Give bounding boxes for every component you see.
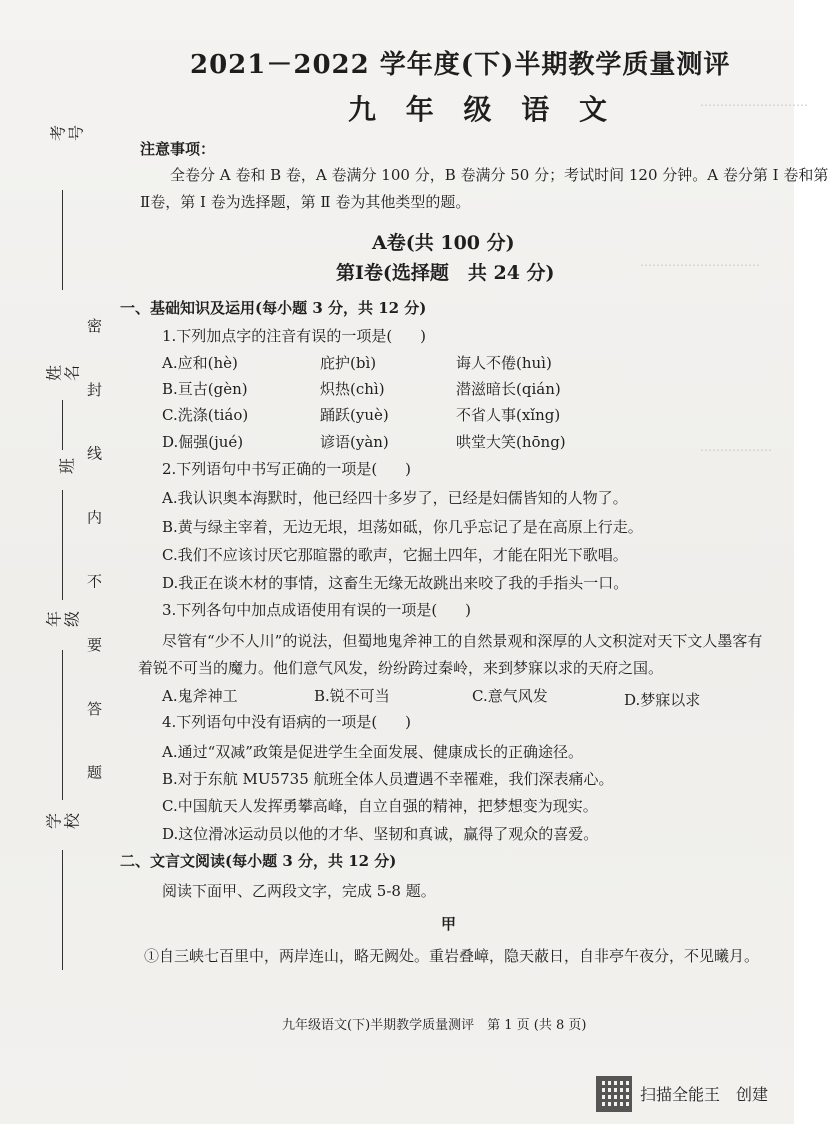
q4-option-a: A.通过“双减”政策是促进学生全面发展、健康成长的正确途径。 — [162, 743, 583, 761]
seal-line-text: 密 封 线 内 不 要 答 题 — [85, 318, 103, 802]
name-label: 姓名 — [45, 364, 82, 384]
q1-stem: 1.下列加点字的注音有误的一项是( ) — [162, 327, 427, 345]
q2-option-a: A.我认识奥本海默时，他已经四十多岁了，已经是妇儒皆知的人物了。 — [162, 489, 628, 507]
passage-jia-para-1: ①自三峡七百里中，两岸连山，略无阙处。重岩叠嶂，隐天蔽日，自非亭午夜分，不见曦月。 — [144, 947, 760, 965]
notes-heading: 注意事项： — [140, 140, 216, 158]
q4-option-d: D.这位滑冰运动员以他的才华、坚韧和真诚，赢得了观众的喜爱。 — [162, 825, 599, 843]
q3-option-d: D.梦寐以求 — [624, 691, 701, 709]
part-2-intro: 阅读下面甲、乙两段文字，完成 5-8 题。 — [162, 882, 436, 900]
exam-no-label: 考号 — [49, 124, 86, 144]
q1-row-b-3: 潜滋暗长(qián) — [456, 380, 561, 398]
class-line — [62, 490, 63, 600]
subject-title: 九 年 级 语 文 — [348, 93, 617, 126]
q4-stem: 4.下列语句中没有语病的一项是( ) — [162, 713, 412, 731]
q4-option-c: C.中国航天人发挥勇攀高峰，自立自强的精神，把梦想变为现实。 — [162, 797, 598, 815]
q3-passage-1: 尽管有“少不人川”的说法，但蜀地鬼斧神工的自然景观和深厚的人文积淀对天下文人墨客有 — [162, 632, 763, 650]
exam-no-line — [62, 190, 63, 290]
notes-line-2: Ⅱ卷，第 Ⅰ 卷为选择题，第 Ⅱ 卷为其他类型的题。 — [140, 193, 471, 211]
passage-jia-label: 甲 — [441, 915, 457, 933]
q1-row-a-2: 庇护(bì) — [320, 354, 377, 372]
part-2-heading: 二、文言文阅读(每小题 3 分，共 12 分) — [120, 852, 397, 870]
q3-passage-2: 着锐不可当的魔力。他们意气风发，纷纷跨过秦岭，来到梦寐以求的天府之国。 — [138, 659, 664, 677]
section-a-heading: A卷(共 100 分) — [372, 232, 515, 254]
q1-row-d-2: 谚语(yàn) — [320, 433, 389, 451]
q3-option-b: B.锐不可当 — [314, 687, 390, 705]
grade-label: 年级 — [45, 610, 82, 630]
q2-option-c: C.我们不应该讨厌它那暄嚣的歌声，它掘土四年，才能在阳光下歌唱。 — [162, 546, 628, 564]
exam-title: 2021－2022 学年度(下)半期教学质量测评 — [190, 50, 731, 80]
qr-code-icon — [596, 1076, 632, 1112]
exam-page: 考号 姓名 班 年级 学校 密 封 线 内 不 要 答 题 ……………………… ………………………… ……………… 2021－2022 学年度(下)半期教学质量测评 九 年 级 语 文 注意事项： 全卷分 A 卷和 B 卷，A 卷满分 100 分，B 卷满分 50 分；考试时间 120 分钟。A 卷分第 Ⅰ 卷和第 Ⅱ卷，第 Ⅰ 卷为选择题，第 Ⅱ 卷为其他类型的题。 A卷(共 100 分) 第Ⅰ卷(选择题 共 24 分) 一、基础知识及运用(每小题 3 分，共 12 分) 1.下列加点字的注音有误的一项是( ) A.应和(hè) 庇护(bì) 诲人不倦(huì) B.亘古(gèn) 炽热(chì) 潜滋暗长(qián) C.洗涤(tiáo) 踊跃(yuè) 不省人事(xǐng) D.倔强(jué) 谚语(yàn) 哄堂大笑(hōng) 2.下列语句中书写正确的一项是( ) A.我认识奥本海默时，他已经四十多岁了，已经是妇儒皆知的人物了。 B.黄与绿主宰着，无边无垠，坦荡如砥，你几乎忘记了是在高原上行走。 C.我们不应该讨厌它那暄嚣的歌声，它掘土四年，才能在阳光下歌唱。 D.我正在谈木材的事情，这畜生无缘无故跳出来咬了我的手指头一口。 3.下列各句中加点成语使用有误的一项是( ) 尽管有“少不人川”的说法，但蜀地鬼斧神工的自然景观和深厚的人文积淀对天下文人墨客有 着锐不可当的魔力。他们意气风发，纷纷跨过秦岭，来到梦寐以求的天府之国。 A.鬼斧神工 B.锐不可当 C.意气风发 D.梦寐以求 4.下列语句中没有语病的一项是( ) A.通过“双减”政策是促进学生全面发展、健康成长的正确途径。 B.对于东航 MU5735 航班全体人员遭遇不幸罹难，我们深表痛心。 C.中国航天人发挥勇攀高峰，自立自强的精神，把梦想变为现实。 D.这位滑冰运动员以他的才华、坚韧和真诚，赢得了观众的喜爱。 二、文言文阅读(每小题 3 分，共 12 分) 阅读下面甲、乙两段文字，完成 5-8 题。 甲 ①自三峡七百里中，两岸连山，略无阙处。重岩叠嶂，隐天蔽日，自非亭午夜分，不见曦月。 九年级语文(下)半期教学质量测评 第 1 页 (共 8 页) 扫描全能王 创建 — [0, 0, 794, 1124]
q1-row-a-1: A.应和(hè) — [162, 354, 238, 372]
grade-line — [62, 650, 63, 800]
class-label: 班 — [58, 457, 77, 477]
q1-row-a-3: 诲人不倦(huì) — [456, 354, 552, 372]
q1-row-d-1: D.倔强(jué) — [162, 433, 244, 451]
q2-stem: 2.下列语句中书写正确的一项是( ) — [162, 460, 412, 478]
volume-1-heading: 第Ⅰ卷(选择题 共 24 分) — [336, 262, 555, 284]
binding-strip — [0, 0, 120, 1124]
notes-line-1: 全卷分 A 卷和 B 卷，A 卷满分 100 分，B 卷满分 50 分；考试时间 120 分钟。A 卷分第 Ⅰ 卷和第 — [170, 166, 828, 184]
page-footer: 九年级语文(下)半期教学质量测评 第 1 页 (共 8 页) — [282, 1018, 587, 1033]
name-line — [62, 400, 63, 450]
q3-option-a: A.鬼斧神工 — [162, 687, 238, 705]
school-line — [62, 850, 63, 970]
q3-stem: 3.下列各句中加点成语使用有误的一项是( ) — [162, 601, 472, 619]
q1-row-c-3: 不省人事(xǐng) — [456, 406, 561, 424]
q1-row-c-1: C.洗涤(tiáo) — [162, 406, 249, 424]
school-label: 学校 — [45, 812, 82, 832]
q1-row-b-2: 炽热(chì) — [320, 380, 385, 398]
q1-row-c-2: 踊跃(yuè) — [320, 406, 389, 424]
scanner-watermark: 扫描全能王 创建 — [640, 1085, 769, 1104]
q1-row-b-1: B.亘古(gèn) — [162, 380, 248, 398]
q1-row-d-3: 哄堂大笑(hōng) — [456, 433, 566, 451]
q3-option-c: C.意气风发 — [472, 687, 548, 705]
q2-option-b: B.黄与绿主宰着，无边无垠，坦荡如砥，你几乎忘记了是在高原上行走。 — [162, 518, 643, 536]
part-1-heading: 一、基础知识及运用(每小题 3 分，共 12 分) — [120, 299, 427, 317]
q4-option-b: B.对于东航 MU5735 航班全体人员遭遇不幸罹难，我们深表痛心。 — [162, 770, 614, 788]
q2-option-d: D.我正在谈木材的事情，这畜生无缘无故跳出来咬了我的手指头一口。 — [162, 574, 629, 592]
